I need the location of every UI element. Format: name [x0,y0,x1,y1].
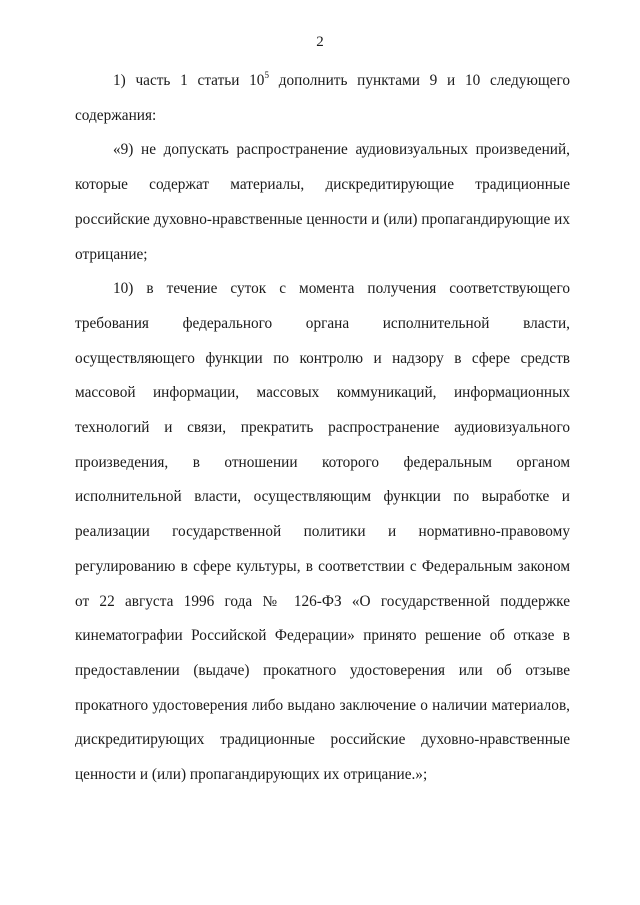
paragraph-item-9: «9) не допускать распространение аудиовизуальных произведений, которые содержат материалы, дискредитирующие традиционные российские духовно-нравственные ценности и (или) пропагандирующие их отрицание; [75,141,570,263]
document-body [75,64,570,793]
paragraph-text-end: дополнить пунктами 9 и 10 следующего содержания: [75,72,570,124]
paragraph-item-10: 10) в течение суток с момента получения соответствующего требования федерального органа исполнительной власти, осуществляющего функции по контролю и надзору в сфере средств массовой информации, массовых коммуникаций, информационных технологий и связи, прекратить распространение аудиовизуального произведения, в отношении которого федеральным органом исполнительной власти, осуществляющим функции по выработке и реализации государственной политики и нормативно-правовому регулированию в сфере культуры, в соответствии с Федеральным законом от 22 августа 1996 года № 126-ФЗ «О государственной поддержке кинематографии Российской Федерации» принято решение об отказе в предоставлении (выдаче) прокатного удостоверения или об отзыве прокатного удостоверения либо выдано заключение о наличии материалов, дискредитирующих традиционные российские духовно-нравственные ценности и (или) пропагандирующих их отрицание.»; [75,280,570,784]
superscript-article-number: 5 [264,69,269,80]
page-number: 2 [316,34,324,50]
paragraph-amendment-intro [75,64,570,133]
paragraph-text-start: 1) часть 1 статьи 10 [113,72,265,89]
